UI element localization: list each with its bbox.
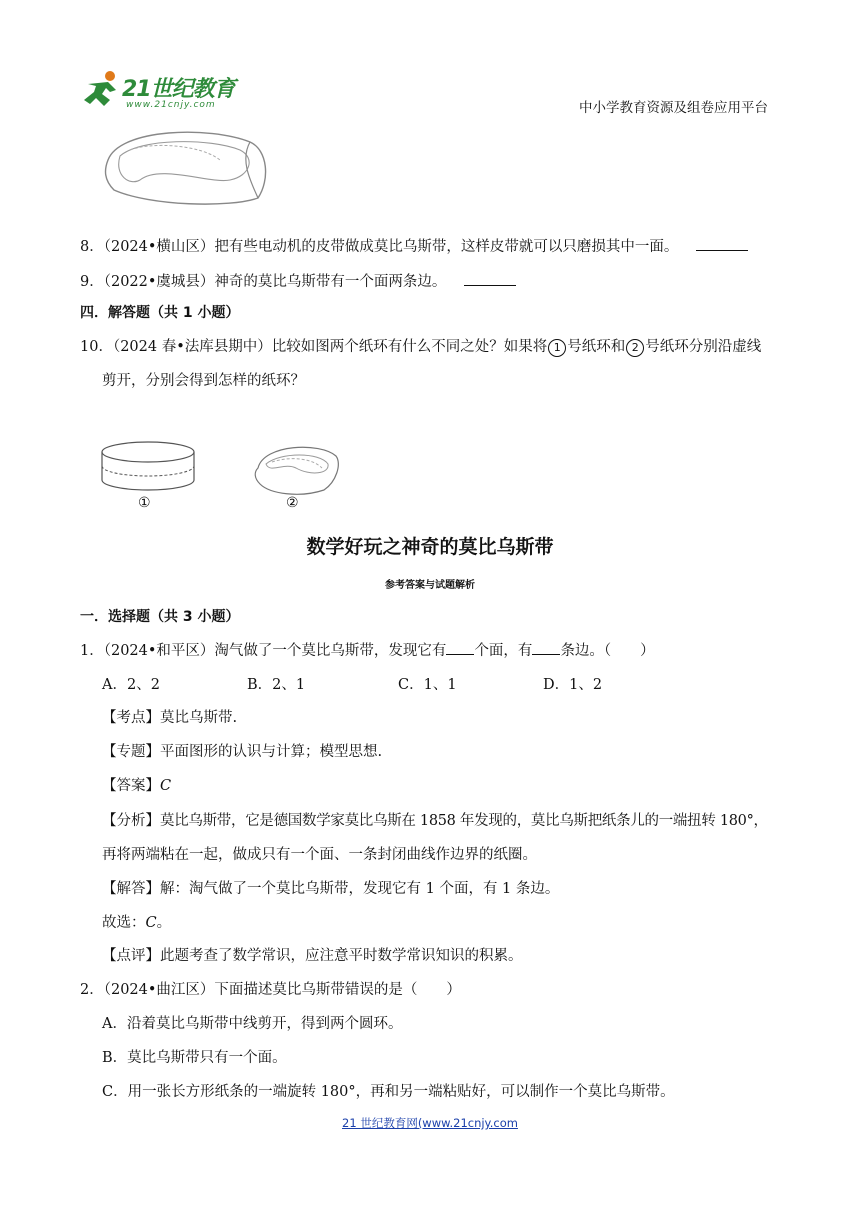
label-kaodian: 【考点】 [102,710,160,726]
runner-logo-icon [80,70,124,110]
logo[interactable] [80,66,250,118]
daan-value: C [160,778,172,794]
label-fenxi: 【分析】 [102,813,160,829]
question-9 [80,271,516,292]
footer [0,1112,860,1131]
q1-stem-a: 1．（2024•和平区）淘气做了一个莫比乌斯带，发现它有 [80,643,447,659]
q1-option-c[interactable]: C．1、1 [398,677,457,693]
label-zhuanti: 【专题】 [102,744,160,760]
logo-sub-text: www.21cnjy.com [126,100,216,110]
q10-text-a: 10．（2024 春•法库县期中）比较如图两个纸环有什么不同之处？如果将 [80,339,548,355]
q1-guxuan [102,913,171,933]
circled-number-2: 2 [626,339,644,357]
q1-fenxi-line-2: 再将两端粘在一起，做成只有一个面、一条封闭曲线作边界的纸圈。 [102,847,537,863]
question-9-text: 9．（2022•虞城县）神奇的莫比乌斯带有一个面两条边。 [80,274,447,290]
question-10-line-1 [80,337,761,357]
q1-stem-c: 条边。（ ） [560,643,655,659]
answer-blank[interactable] [696,236,748,251]
answer-blank[interactable] [464,271,516,286]
q1-option-d[interactable]: D．1、2 [543,677,603,693]
mobius-strip-figure [100,120,272,212]
q2-option-c[interactable]: C．用一张长方形纸条的一端旋转 180°，再和另一端粘贴好，可以制作一个莫比乌斯带。 [102,1084,675,1100]
q1-stem-b: 个面，有 [474,643,533,659]
section-1-heading: 一．选择题（共 3 小题） [80,609,240,625]
jieda-text: 解：淘气做了一个莫比乌斯带，发现它有 1 个面，有 1 条边。 [160,881,560,897]
fenxi-text-1: 莫比乌斯带，它是德国数学家莫比乌斯在 1858 年发现的，莫比乌斯把纸条儿的一端扭转 180°， [160,813,768,829]
logo-main-text: 21世纪教育 [122,77,235,102]
q1-option-a[interactable]: A．2、2 [102,677,160,693]
q10-text-b: 号纸环和 [567,339,626,355]
platform-title: 中小学教育资源及组卷应用平台 [579,100,768,116]
question-8 [80,236,748,257]
q1-kaodian [102,708,237,728]
zhuanti-text: 平面图形的认识与计算；模型思想. [160,744,383,760]
figure-label-1: ① [138,495,151,511]
kaodian-text: 莫比乌斯带. [160,710,238,726]
answer-subtitle: 参考答案与试题解析 [385,580,475,591]
answer-blank[interactable] [532,640,560,655]
guxuan-end: 。 [156,915,172,931]
q1-jieda [102,879,559,899]
q2-option-a[interactable]: A．沿着莫比乌斯带中线剪开，得到两个圆环。 [102,1016,403,1032]
section-4-heading: 四．解答题（共 1 小题） [80,305,240,321]
circled-number-1: 1 [548,339,566,357]
guxuan-label: 故选： [102,915,146,931]
q2-option-b[interactable]: B．莫比乌斯带只有一个面。 [102,1050,287,1066]
dianping-text: 此题考查了数学常识，应注意平时数学常识知识的积累。 [160,948,523,964]
q1-daan [102,776,171,796]
answer-title: 数学好玩之神奇的莫比乌斯带 [306,536,554,558]
question-8-text: 8．（2024•横山区）把有些电动机的皮带做成莫比乌斯带，这样皮带就可以只磨损其中一面。 [80,239,679,255]
question-1-stem [80,640,655,661]
label-dianping: 【点评】 [102,948,160,964]
label-daan: 【答案】 [102,778,160,794]
footer-link[interactable]: 21 世纪教育网(www.21cnjy.com [342,1116,518,1130]
question-10-line-2: 剪开，分别会得到怎样的纸环？ [102,373,305,389]
figure-label-2: ② [286,495,299,511]
question-2-stem: 2．（2024•曲江区）下面描述莫比乌斯带错误的是（ ） [80,982,461,998]
label-jieda: 【解答】 [102,881,160,897]
answer-blank[interactable] [446,640,474,655]
q1-dianping [102,946,523,966]
q1-option-b[interactable]: B．2、1 [247,677,306,693]
q1-fenxi-line-1 [102,811,768,831]
q1-zhuanti [102,742,382,762]
q10-text-c: 号纸环分别沿虚线 [645,339,762,355]
guxuan-value: C [145,915,157,931]
